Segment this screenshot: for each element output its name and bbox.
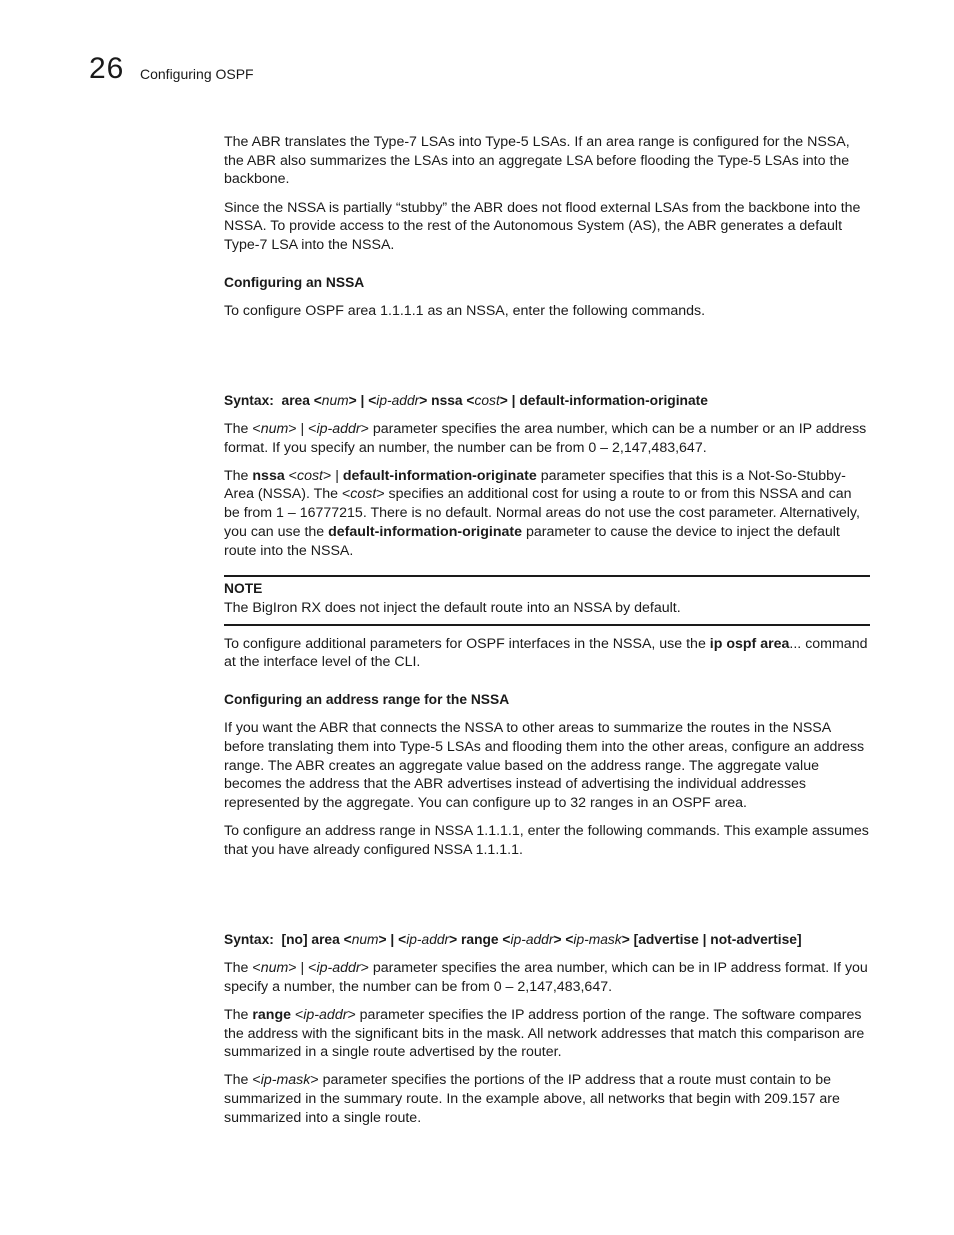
text: > | < [288,959,317,976]
paragraph-nssa-param [224,467,870,561]
paragraph-area-number [224,959,870,996]
text: > parameter specifies the area number, which can be in IP address format. If you specify a number, the number can be from 0 – 2,147,483,647. [224,959,868,995]
text: > parameter specifies the area number, which can be a number or an IP address format. If you specify an number, the number can be from 0 – 2,147,483,647. [224,420,867,456]
text: > | [323,467,343,484]
paragraph-configure-range: To configure an address range in NSSA 1.1.1.1, enter the following commands. This example assumes that you have already configured NSSA 1.1.1.1. [224,823,869,858]
param-cost: cost [296,467,323,484]
note-text: The BigIron RX does not inject the default route into an NSSA by default. [224,599,681,616]
text: The < [224,959,261,976]
note-box [224,575,870,625]
param-ip-mask: ip-mask [260,1072,311,1089]
paragraph-ospf-interfaces [224,635,870,672]
syntax-param-ip-addr: ip-addr [510,931,554,947]
syntax-text: [no] area < [281,931,352,947]
keyword-nssa: nssa [252,467,285,484]
syntax-text: > [advertise | not-advertise] [621,931,802,947]
keyword-range: range [252,1006,292,1023]
page-content [224,133,870,1128]
text: > parameter specifies the portions of the IP address that a route must contain to be summarized in the summary route. In the example above, all networks that begin with 209.157 are summarized into a single route. [224,1072,840,1126]
syntax-param-cost: cost [474,392,500,408]
text: The < [224,1072,261,1089]
paragraph-configure-area: To configure OSPF area 1.1.1.1 as an NSSA, enter the following commands. [224,302,706,319]
heading-configuring-nssa: Configuring an NSSA [224,274,365,290]
text: ... command at the interface level of the CLI. [224,635,868,671]
param-num: num [260,959,289,976]
syntax-text: > | < [348,392,377,408]
text: parameter to cause the device to inject the default route into the NSSA. [224,523,840,559]
param-ip-addr: ip-addr [316,420,361,437]
note-title: NOTE [224,581,263,597]
text: The [224,1006,253,1023]
syntax-param-num: num [351,931,379,947]
param-ip-addr: ip-addr [316,959,361,976]
syntax-area-nssa [224,392,870,411]
syntax-text: > < [553,931,574,947]
syntax-text: > range < [449,931,511,947]
param-cost: cost [350,486,377,503]
text: The < [224,420,261,437]
syntax-param-num: num [321,392,349,408]
syntax-text: > | < [378,931,407,947]
syntax-label: Syntax: [224,931,274,947]
syntax-text: > nssa < [419,392,475,408]
syntax-param-ip-mask: ip-mask [573,931,622,947]
param-num: num [260,420,289,437]
syntax-text: > | default-information-originate [499,392,708,408]
paragraph-range-param [224,1006,870,1062]
keyword-default-information-originate: default-information-originate [342,467,537,484]
text: The [224,467,253,484]
text: > specifies an additional cost for using a route to or from this NSSA and can be from 1 – 16777215. There is no default. Normal areas do not use the cost parameter. Alternatively, you can use the [224,486,860,540]
syntax-text: area < [281,392,322,408]
text: > | < [288,420,317,437]
text: < [284,467,297,484]
chapter-number: 26 [89,52,125,85]
paragraph-abr-summarize: If you want the ABR that connects the NSSA to other areas to summarize the routes in the NSSA before translating them into Type-5 LSAs and flooding them into the other areas, configure an address range. The ABR creates an aggregate value based on the address range. The aggregate value becomes the address that the ABR advertises instead of advertising the individual addresses represented by the aggregate. You can configure up to 32 ranges in an OSPF area. [224,720,865,812]
text: > parameter specifies the IP address portion of the range. The software compares the address with the significant bits in the mask. All network addresses that match this comparison are summarized in a single route advertised by the router. [224,1006,865,1061]
paragraph-abr-translates: The ABR translates the Type-7 LSAs into Type-5 LSAs. If an area range is configured for the NSSA, the ABR also summarizes the LSAs into an aggregate LSA before flooding the Type-5 LSAs into the backbone. [224,134,850,188]
param-ip-addr: ip-addr [303,1006,348,1023]
chapter-title: Configuring OSPF [140,66,254,82]
paragraph-num-param [224,420,870,457]
keyword-default-information-originate: default-information-originate [328,523,523,540]
keyword-ip-ospf-area: ip ospf area [709,635,790,652]
syntax-param-ip-addr: ip-addr [376,392,420,408]
text: To configure additional parameters for OSPF interfaces in the NSSA, use the [224,635,710,652]
paragraph-ip-mask-param [224,1071,870,1127]
heading-address-range: Configuring an address range for the NSSA [224,692,510,708]
paragraph-nssa-stubby: Since the NSSA is partially “stubby” the ABR does not flood external LSAs from the backbone into the NSSA. To provide access to the rest of the Autonomous System (AS), the ABR generates a default Type-7 LSA into the NSSA. [224,199,861,254]
syntax-label: Syntax: [224,392,274,408]
text: < [291,1006,304,1023]
syntax-param-ip-addr: ip-addr [406,931,450,947]
text: parameter specifies that this is a Not-So-Stubby-Area (NSSA). The < [224,467,846,503]
syntax-area-range [224,931,870,950]
